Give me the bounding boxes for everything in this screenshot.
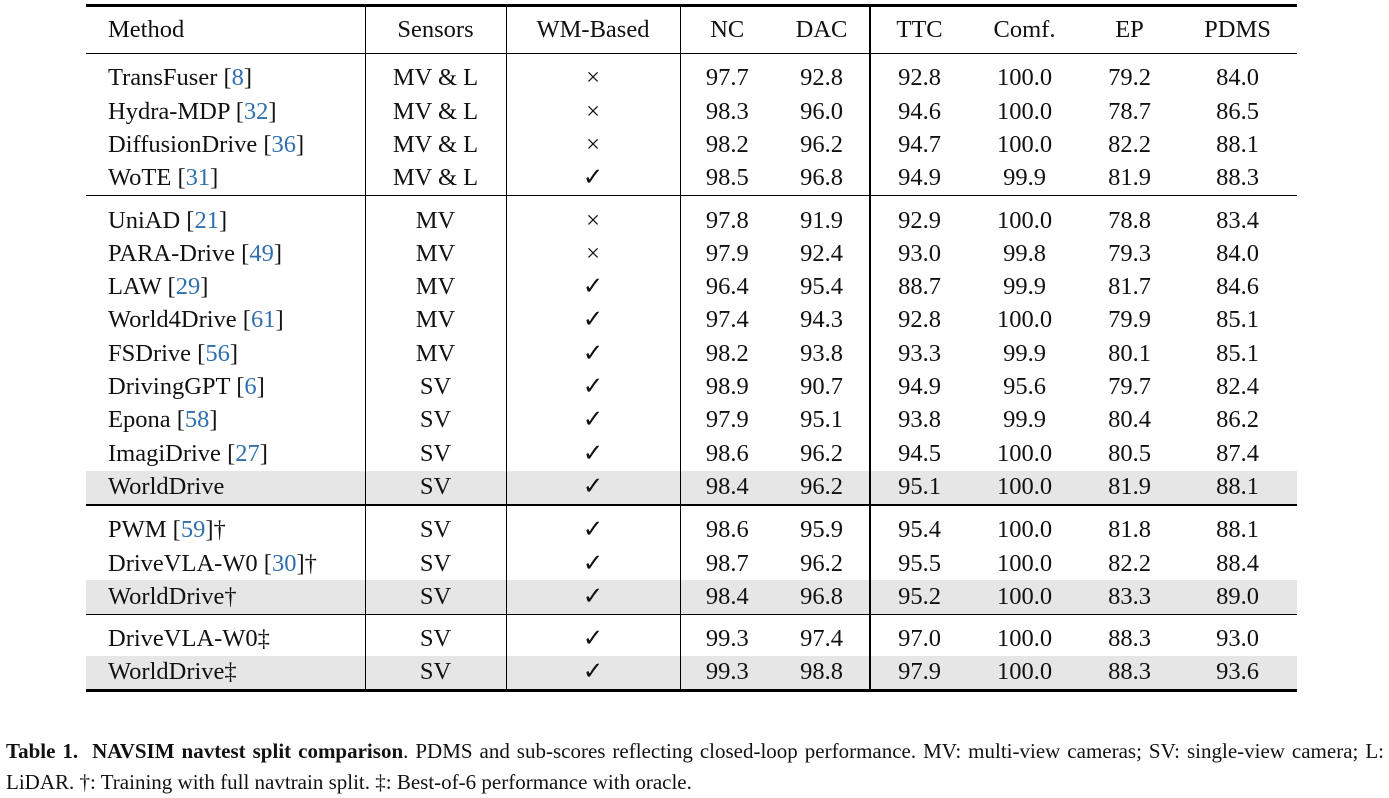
ep-cell: 82.2 bbox=[1108, 549, 1151, 577]
table-row bbox=[86, 304, 1297, 337]
comf-cell: 100.0 bbox=[996, 64, 1053, 92]
citation-link[interactable]: 58 bbox=[184, 406, 210, 434]
wm-based-cell: × bbox=[506, 129, 680, 162]
sensors-cell: SV bbox=[365, 656, 506, 691]
comf-cell: 99.9 bbox=[1003, 164, 1046, 192]
citation-link[interactable]: 6 bbox=[244, 373, 257, 401]
ttc-cell: 97.0 bbox=[870, 614, 968, 656]
method-name: WorldDrive bbox=[108, 472, 225, 500]
ttc-cell: 93.3 bbox=[870, 337, 968, 370]
dac-cell: 96.8 bbox=[800, 164, 843, 192]
method-cell: Hydra-MDP [32] bbox=[108, 97, 277, 125]
method-cell: Epona [58] bbox=[108, 406, 218, 434]
wm-based-cell: × bbox=[506, 237, 680, 270]
method-cell: DiffusionDrive [36] bbox=[108, 130, 305, 158]
dac-cell: 96.2 bbox=[800, 130, 843, 158]
pdms-cell: 93.0 bbox=[1216, 625, 1259, 653]
table-row bbox=[86, 404, 1297, 437]
sensors-cell: MV bbox=[365, 337, 506, 370]
ttc-cell: 95.1 bbox=[870, 471, 968, 505]
method-name: WoTE bbox=[108, 164, 172, 192]
method-cell: DriveVLA-W0 [30]† bbox=[108, 549, 317, 577]
sensors-cell: SV bbox=[365, 437, 506, 470]
pdms-cell: 88.1 bbox=[1216, 516, 1259, 544]
ttc-cell: 94.5 bbox=[870, 437, 968, 470]
pdms-cell: 88.3 bbox=[1216, 164, 1259, 192]
ep-cell: 78.8 bbox=[1108, 206, 1151, 234]
citation-link[interactable]: 36 bbox=[271, 130, 297, 158]
sensors-cell: SV bbox=[365, 580, 506, 614]
wm-based-cell: × bbox=[506, 196, 680, 238]
ep-cell: 83.3 bbox=[1081, 580, 1178, 614]
ttc-cell: 93.0 bbox=[870, 237, 968, 270]
sensors-cell: MV bbox=[365, 304, 506, 337]
wm-based-cell: ✓ bbox=[506, 404, 680, 437]
method-name: WorldDrive† bbox=[108, 582, 237, 610]
method-cell bbox=[86, 580, 365, 614]
method-cell: World4Drive [61] bbox=[108, 306, 284, 334]
ep-cell: 88.3 bbox=[1081, 656, 1178, 691]
header-nc: NC bbox=[680, 6, 774, 54]
wm-based-cell: ✓ bbox=[506, 505, 680, 547]
table-row bbox=[86, 162, 1297, 196]
method-cell: WoTE [31] bbox=[108, 164, 219, 192]
ep-cell: 79.2 bbox=[1108, 64, 1151, 92]
dac-cell: 95.9 bbox=[800, 516, 843, 544]
wm-based-cell: ✓ bbox=[506, 547, 680, 580]
ttc-cell: 97.9 bbox=[870, 656, 968, 691]
method-name: ImagiDrive bbox=[108, 439, 221, 467]
sensors-cell: SV bbox=[365, 547, 506, 580]
nc-cell: 97.9 bbox=[680, 404, 774, 437]
comf-cell: 100.0 bbox=[996, 439, 1053, 467]
method-name: PARA-Drive bbox=[108, 239, 236, 267]
ep-cell: 79.3 bbox=[1108, 239, 1151, 267]
comf-cell: 99.8 bbox=[1003, 239, 1046, 267]
wm-based-cell: × bbox=[506, 54, 680, 96]
nc-cell: 99.3 bbox=[680, 656, 774, 691]
nc-cell: 98.9 bbox=[680, 371, 774, 404]
method-name: DiffusionDrive bbox=[108, 130, 258, 158]
table-row bbox=[86, 337, 1297, 370]
header-method: Method bbox=[108, 15, 185, 43]
dac-cell: 92.8 bbox=[800, 64, 843, 92]
nc-cell: 98.5 bbox=[680, 162, 774, 196]
method-cell: DrivingGPT [6] bbox=[108, 373, 265, 401]
dac-cell: 90.7 bbox=[800, 373, 843, 401]
table-group bbox=[86, 54, 1297, 196]
header-dac: DAC bbox=[795, 15, 848, 43]
wm-based-cell: ✓ bbox=[506, 271, 680, 304]
dac-cell: 92.4 bbox=[800, 239, 843, 267]
dac-cell: 96.2 bbox=[800, 439, 843, 467]
citation-link[interactable]: 49 bbox=[249, 239, 274, 267]
ttc-cell: 95.4 bbox=[870, 505, 968, 547]
table-row bbox=[86, 656, 1297, 691]
pdms-cell: 84.6 bbox=[1216, 273, 1259, 301]
table-row bbox=[86, 471, 1297, 505]
method-name: DrivingGPT bbox=[108, 373, 231, 401]
method-name: FSDrive bbox=[108, 339, 192, 367]
nc-cell: 97.8 bbox=[680, 196, 774, 238]
ep-cell: 79.7 bbox=[1108, 373, 1151, 401]
citation-link[interactable]: 32 bbox=[243, 97, 269, 125]
pdms-cell: 85.1 bbox=[1216, 306, 1259, 334]
sensors-cell: MV & L bbox=[365, 162, 506, 196]
footnote-mark: † bbox=[213, 516, 226, 544]
pdms-cell: 87.4 bbox=[1216, 439, 1259, 467]
wm-based-cell: ✓ bbox=[506, 162, 680, 196]
dac-cell: 98.8 bbox=[774, 656, 870, 691]
ep-cell: 81.7 bbox=[1108, 273, 1151, 301]
sensors-cell: SV bbox=[365, 371, 506, 404]
method-cell: ImagiDrive [27] bbox=[108, 439, 268, 467]
header-pdms: PDMS bbox=[1204, 15, 1271, 43]
pdms-cell: 93.6 bbox=[1178, 656, 1297, 691]
pdms-cell: 83.4 bbox=[1216, 206, 1259, 234]
table-group bbox=[86, 505, 1297, 614]
header-wm-based: WM-Based bbox=[506, 6, 680, 54]
pdms-cell: 84.0 bbox=[1216, 64, 1259, 92]
wm-based-cell: ✓ bbox=[506, 437, 680, 470]
citation-link[interactable]: 29 bbox=[175, 273, 201, 301]
dac-cell: 94.3 bbox=[800, 306, 843, 334]
ttc-cell: 94.6 bbox=[870, 95, 968, 128]
citation-link[interactable]: 61 bbox=[250, 306, 276, 334]
comf-cell: 100.0 bbox=[968, 580, 1081, 614]
pdms-cell: 85.1 bbox=[1216, 339, 1259, 367]
pdms-cell: 88.4 bbox=[1216, 549, 1259, 577]
table-row bbox=[86, 196, 1297, 238]
header-sensors: Sensors bbox=[365, 6, 506, 54]
table-caption bbox=[6, 736, 1384, 798]
comf-cell: 100.0 bbox=[968, 656, 1081, 691]
citation-link[interactable]: 30 bbox=[271, 549, 297, 577]
sensors-cell: MV & L bbox=[365, 129, 506, 162]
ttc-cell: 92.8 bbox=[870, 304, 968, 337]
method-name: World4Drive bbox=[108, 306, 237, 334]
table-row bbox=[86, 271, 1297, 304]
wm-based-cell: ✓ bbox=[506, 614, 680, 656]
comf-cell: 100.0 bbox=[996, 625, 1053, 653]
header-comf: Comf. bbox=[993, 15, 1056, 43]
ep-cell: 82.2 bbox=[1108, 130, 1151, 158]
pdms-cell: 84.0 bbox=[1216, 239, 1259, 267]
method-cell: PWM [59]† bbox=[108, 516, 226, 544]
dac-cell: 97.4 bbox=[800, 625, 843, 653]
comf-cell: 100.0 bbox=[996, 97, 1053, 125]
ttc-cell: 95.5 bbox=[870, 547, 968, 580]
table-row bbox=[86, 437, 1297, 470]
table-group bbox=[86, 614, 1297, 691]
method-cell bbox=[86, 614, 365, 656]
nc-cell: 97.9 bbox=[680, 237, 774, 270]
nc-cell: 97.4 bbox=[680, 304, 774, 337]
pdms-cell: 88.1 bbox=[1216, 130, 1259, 158]
method-name: LAW bbox=[108, 273, 162, 301]
nc-cell: 98.6 bbox=[680, 505, 774, 547]
table-row bbox=[86, 237, 1297, 270]
table-row bbox=[86, 129, 1297, 162]
citation-link[interactable]: 21 bbox=[194, 206, 219, 234]
ep-cell: 79.9 bbox=[1108, 306, 1151, 334]
citation-link[interactable]: 31 bbox=[185, 164, 211, 192]
comf-cell: 99.9 bbox=[1003, 273, 1046, 301]
method-cell: PARA-Drive [49] bbox=[108, 239, 283, 267]
sensors-cell: MV bbox=[365, 237, 506, 270]
table-row bbox=[86, 547, 1297, 580]
nc-cell: 98.6 bbox=[680, 437, 774, 470]
comf-cell: 100.0 bbox=[996, 206, 1053, 234]
comf-cell: 99.9 bbox=[1003, 339, 1046, 367]
sensors-cell: SV bbox=[365, 505, 506, 547]
ep-cell: 80.1 bbox=[1108, 339, 1151, 367]
method-name: UniAD bbox=[108, 206, 181, 234]
table-row bbox=[86, 580, 1297, 614]
dac-cell: 96.2 bbox=[774, 471, 870, 505]
nc-cell: 98.4 bbox=[680, 471, 774, 505]
table-row bbox=[86, 95, 1297, 128]
dac-cell: 95.1 bbox=[800, 406, 843, 434]
dac-cell: 93.8 bbox=[800, 339, 843, 367]
citation-link[interactable]: 8 bbox=[231, 64, 244, 92]
ep-cell: 78.7 bbox=[1108, 97, 1151, 125]
nc-cell: 98.3 bbox=[680, 95, 774, 128]
caption-label: Table 1. bbox=[6, 739, 79, 763]
pdms-cell: 89.0 bbox=[1178, 580, 1297, 614]
wm-based-cell: ✓ bbox=[506, 304, 680, 337]
comf-cell: 100.0 bbox=[996, 549, 1053, 577]
method-cell bbox=[86, 471, 365, 505]
wm-based-cell: × bbox=[506, 95, 680, 128]
ttc-cell: 95.2 bbox=[870, 580, 968, 614]
method-cell: UniAD [21] bbox=[108, 206, 228, 234]
sensors-cell: MV bbox=[365, 196, 506, 238]
pdms-cell: 86.2 bbox=[1216, 406, 1259, 434]
method-name: PWM bbox=[108, 516, 167, 544]
table-row bbox=[86, 54, 1297, 96]
nc-cell: 98.2 bbox=[680, 129, 774, 162]
nc-cell: 99.3 bbox=[680, 614, 774, 656]
nc-cell: 97.7 bbox=[680, 54, 774, 96]
sensors-cell: SV bbox=[365, 404, 506, 437]
dac-cell: 96.8 bbox=[774, 580, 870, 614]
header-ttc: TTC bbox=[870, 6, 968, 54]
method-name: WorldDrive‡ bbox=[108, 658, 237, 686]
comf-cell: 100.0 bbox=[996, 306, 1053, 334]
pdms-cell: 82.4 bbox=[1216, 373, 1259, 401]
citation-link[interactable]: 59 bbox=[180, 516, 206, 544]
sensors-cell: SV bbox=[365, 471, 506, 505]
method-cell bbox=[86, 656, 365, 691]
nc-cell: 98.2 bbox=[680, 337, 774, 370]
sensors-cell: MV & L bbox=[365, 54, 506, 96]
comf-cell: 95.6 bbox=[1003, 373, 1046, 401]
ttc-cell: 94.9 bbox=[870, 371, 968, 404]
sensors-cell: MV bbox=[365, 271, 506, 304]
method-name: Epona bbox=[108, 406, 171, 434]
wm-based-cell: ✓ bbox=[506, 371, 680, 404]
pdms-cell: 88.1 bbox=[1178, 471, 1297, 505]
citation-link[interactable]: 56 bbox=[205, 339, 230, 367]
sensors-cell: MV & L bbox=[365, 95, 506, 128]
comf-cell: 99.9 bbox=[1003, 406, 1046, 434]
method-cell: FSDrive [56] bbox=[108, 339, 239, 367]
wm-based-cell: ✓ bbox=[506, 580, 680, 614]
table-group bbox=[86, 196, 1297, 505]
ep-cell: 81.9 bbox=[1108, 164, 1151, 192]
ttc-cell: 88.7 bbox=[870, 271, 968, 304]
ep-cell: 80.5 bbox=[1108, 439, 1151, 467]
header-ep: EP bbox=[1115, 15, 1144, 43]
table-row bbox=[86, 371, 1297, 404]
dac-cell: 95.4 bbox=[800, 273, 843, 301]
ep-cell: 81.8 bbox=[1108, 516, 1151, 544]
sensors-cell: SV bbox=[365, 614, 506, 656]
ep-cell: 81.9 bbox=[1081, 471, 1178, 505]
nc-cell: 98.4 bbox=[680, 580, 774, 614]
caption-text: . PDMS and sub-scores reflecting closed-loop performance. MV: multi-view cameras; SV: single-view camera; L: LiDAR. †: Training with full navtrain split. ‡: Best-of-6 performance with oracle. bbox=[6, 739, 1384, 794]
ep-cell: 88.3 bbox=[1108, 625, 1151, 653]
results-table bbox=[86, 4, 1297, 692]
ttc-cell: 94.9 bbox=[870, 162, 968, 196]
method-cell: LAW [29] bbox=[108, 273, 209, 301]
header-row bbox=[86, 6, 1297, 54]
comf-cell: 100.0 bbox=[996, 516, 1053, 544]
table-row bbox=[86, 614, 1297, 656]
method-name: Hydra-MDP bbox=[108, 97, 230, 125]
method-name: DriveVLA-W0 bbox=[108, 549, 258, 577]
comf-cell: 100.0 bbox=[968, 471, 1081, 505]
ttc-cell: 92.8 bbox=[870, 54, 968, 96]
footnote-mark: † bbox=[304, 549, 317, 577]
ep-cell: 80.4 bbox=[1108, 406, 1151, 434]
method-name: DriveVLA-W0‡ bbox=[108, 625, 270, 653]
nc-cell: 96.4 bbox=[680, 271, 774, 304]
comf-cell: 100.0 bbox=[996, 130, 1053, 158]
nc-cell: 98.7 bbox=[680, 547, 774, 580]
citation-link[interactable]: 27 bbox=[235, 439, 260, 467]
method-name: TransFuser bbox=[108, 64, 218, 92]
ttc-cell: 92.9 bbox=[870, 196, 968, 238]
ttc-cell: 93.8 bbox=[870, 404, 968, 437]
table-row bbox=[86, 505, 1297, 547]
ttc-cell: 94.7 bbox=[870, 129, 968, 162]
dac-cell: 91.9 bbox=[800, 206, 843, 234]
wm-based-cell: ✓ bbox=[506, 471, 680, 505]
dac-cell: 96.0 bbox=[800, 97, 843, 125]
method-cell: TransFuser [8] bbox=[108, 64, 253, 92]
dac-cell: 96.2 bbox=[800, 549, 843, 577]
pdms-cell: 86.5 bbox=[1216, 97, 1259, 125]
caption-title: NAVSIM navtest split comparison bbox=[92, 739, 404, 763]
wm-based-cell: ✓ bbox=[506, 656, 680, 691]
wm-based-cell: ✓ bbox=[506, 337, 680, 370]
